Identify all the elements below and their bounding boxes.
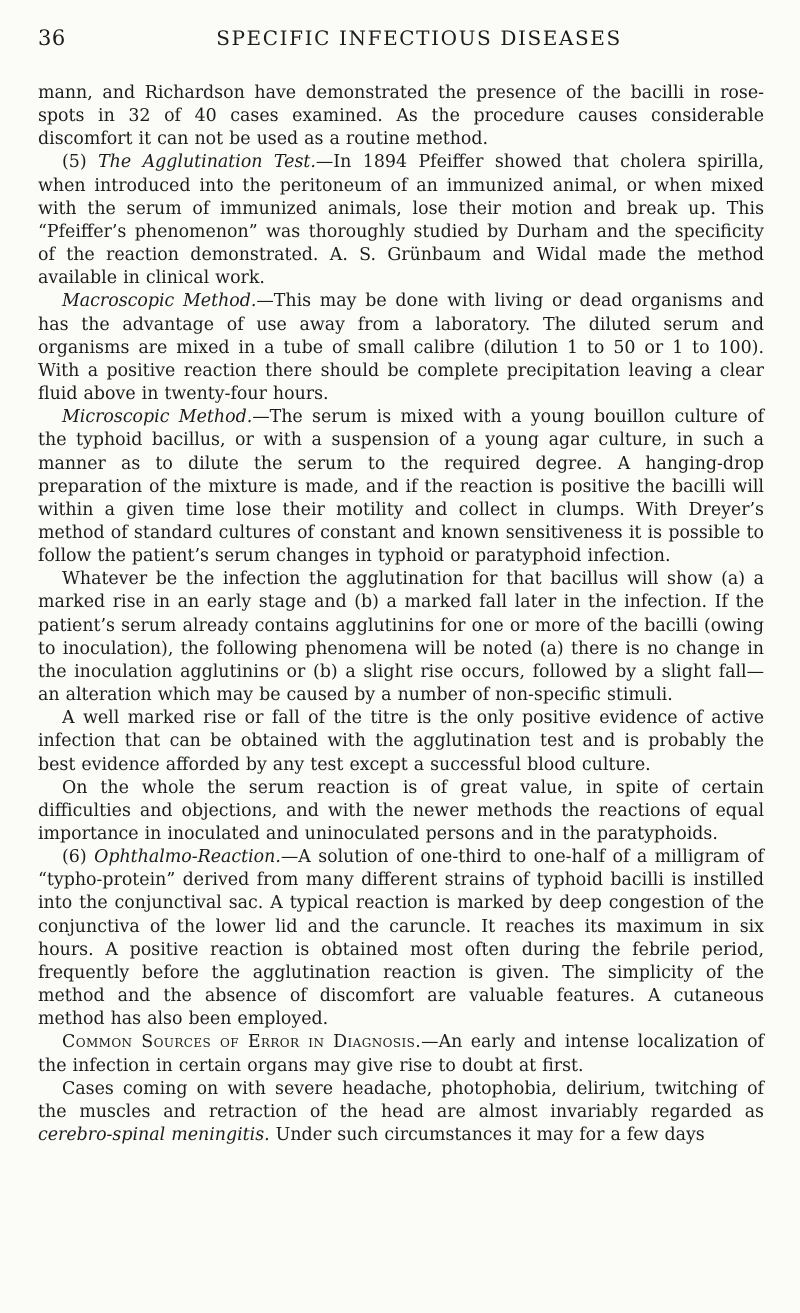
paragraph-titre-evidence bbox=[38, 707, 764, 776]
running-head: SPECIFIC INFECTIOUS DISEASES bbox=[216, 26, 622, 50]
emphasized-term: cerebro-spinal meningitis. bbox=[38, 1125, 270, 1146]
page-number: 36 bbox=[38, 26, 66, 50]
paragraph-ophthalmo-reaction bbox=[38, 846, 764, 1031]
paragraph-agglutination-test bbox=[38, 151, 764, 290]
paragraph-sources-of-error bbox=[38, 1031, 764, 1077]
page-header bbox=[38, 26, 760, 60]
paragraph-text: On the whole the serum reaction is of great value, in spite of certain difficulties and objections, and with the newer methods the reactions of equal importance in inoculated and uninoculated persons and in the paratyphoids. bbox=[38, 777, 764, 844]
section-heading: Common Sources of Error in Diagnosis. bbox=[62, 1032, 422, 1053]
section-number: (6) bbox=[62, 847, 87, 868]
paragraph-text: Cases coming on with severe headache, photophobia, delirium, twitching of the muscles and retraction of the head are almost invariably regarded as bbox=[38, 1078, 764, 1122]
section-heading: Microscopic Method. bbox=[62, 407, 253, 428]
section-heading: Macroscopic Method. bbox=[62, 291, 257, 312]
paragraph-microscopic-method bbox=[38, 406, 764, 568]
paragraph-text: Whatever be the infection the agglutination for that bacillus will show (a) a marked rise in an early stage and (b) a marked fall later in the infection. If the patient’s serum already contains agglutinins for one or more of the bacilli (owing to inoculation), the following phenomena will be noted (a) there is no change in the inoculation agglutinins or (b) a slight rise occurs, followed by a slight fall—an alteration which may be caused by a number of non-specific stimuli. bbox=[38, 569, 764, 706]
paragraph-meningitis bbox=[38, 1078, 764, 1147]
paragraph-agglutination-rise bbox=[38, 568, 764, 707]
body-text bbox=[38, 82, 764, 1147]
paragraph-text: A well marked rise or fall of the titre is the only positive evidence of active infection that can be obtained with the agglutination test and is probably the best evidence afforded by any test except a successful blood culture. bbox=[38, 708, 764, 775]
paragraph-text: —This may be done with living or dead organisms and has the advantage of use away from a laboratory. The diluted serum and organisms are mixed in a tube of small calibre (dilution 1 to 50 or 1 to 100). With a positive reaction there should be complete precipitation leaving a clear fluid above in twenty-four hours. bbox=[38, 291, 764, 405]
paragraph-macroscopic-method bbox=[38, 290, 764, 406]
section-heading: Ophthalmo-Reaction. bbox=[94, 847, 281, 868]
paragraph-text: —The serum is mixed with a young bouillon culture of the typhoid bacillus, or with a suspension of a young agar culture, in such a manner as to dilute the serum to the required degree. A hanging-drop preparation of the mixture is made, and if the reaction is positive the bacilli will within a given time lose their motility and collect in clumps. With Dreyer’s method of standard cultures of constant and known sensitiveness it is possible to follow the patient’s serum changes in typhoid or paratyphoid infection. bbox=[38, 407, 765, 567]
paragraph-text: Under such circumstances it may for a few days bbox=[269, 1125, 705, 1146]
paragraph-text: —In 1894 Pfeiffer showed that cholera spirilla, when introduced into the peritoneum of an immunized animal, or when mixed with the serum of immunized animals, lose their motion and break up. This “Pfeiffer’s phenomenon” was thoroughly studied by Durham and the specificity of the reaction demonstrated. A. S. Grünbaum and Widal made the method available in clinical work. bbox=[38, 152, 764, 289]
section-number: (5) bbox=[62, 152, 87, 173]
section-heading: The Agglutination Test. bbox=[98, 152, 316, 173]
paragraph-serum-value bbox=[38, 777, 764, 846]
paragraph-continuation bbox=[38, 82, 764, 151]
paragraph-text: mann, and Richardson have demonstrated the presence of the bacilli in rose-spots in 32 of 40 cases examined. As the procedure causes considerable discomfort it can not be used as a routine method. bbox=[38, 83, 764, 150]
paragraph-text: —A solution of one-third to one-half of a milligram of “typho-protein” derived from many different strains of typhoid bacilli is instilled into the conjunctival sac. A typical reaction is marked by deep congestion of the conjunctiva of the lower lid and the caruncle. It reaches its maximum in six hours. A positive reaction is obtained most often during the febrile period, frequently before the agglutination reaction is given. The simplicity of the method and the absence of discomfort are valuable features. A cutaneous method has also been employed. bbox=[38, 847, 764, 1030]
paragraph-text: —An early and intense localization of the infection in certain organs may give rise to doubt at first. bbox=[38, 1032, 764, 1076]
